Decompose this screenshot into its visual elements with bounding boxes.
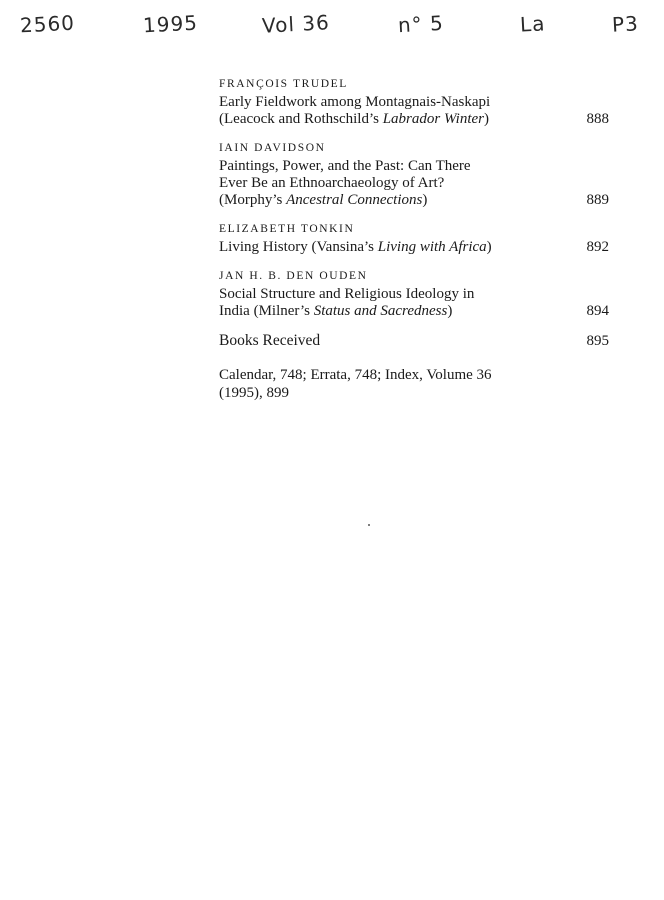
page-number: 895 <box>586 333 609 349</box>
books-received <box>219 332 609 350</box>
entry-title-line: (Leacock and Rothschild’s Labrador Winter) 888 <box>219 111 609 127</box>
page-number: 894 <box>586 303 609 319</box>
entry-title-line: (Morphy’s Ancestral Connections) 889 <box>219 192 609 208</box>
toc-entry <box>219 268 609 320</box>
entry-author: JAN H. B. DEN OUDEN <box>219 270 368 282</box>
books-received-label: Books Received <box>219 332 321 349</box>
entry-author: FRANÇOIS TRUDEL <box>219 78 348 90</box>
book-title: Living with Africa <box>377 239 487 255</box>
page-number: 888 <box>586 111 609 127</box>
toc-entry <box>219 140 609 209</box>
handwritten-note-5: La <box>519 11 547 37</box>
entry-title-line: Early Fieldwork among Montagnais-Naskapi <box>219 94 491 110</box>
entry-author: ELIZABETH TONKIN <box>219 223 355 235</box>
entry-title-line: Paintings, Power, and the Past: Can There <box>219 158 471 174</box>
handwritten-note-1: 2560 <box>19 10 76 38</box>
entry-title-line: Social Structure and Religious Ideology in <box>219 286 475 302</box>
entry-title-line: Living History (Vansina’s Living with Africa) 892 <box>219 239 609 255</box>
misc-index-line: (1995), 899 <box>219 385 289 401</box>
handwritten-note-6: P3 <box>611 11 640 37</box>
table-of-contents <box>219 76 609 402</box>
page-number: 889 <box>586 192 609 208</box>
entry-author: IAIN DAVIDSON <box>219 142 326 154</box>
handwritten-note-4: n° 5 <box>397 10 445 38</box>
book-title: Labrador Winter <box>382 111 484 127</box>
book-title: Status and Sacredness <box>313 303 448 319</box>
handwritten-note-2: 1995 <box>142 10 199 38</box>
misc-index-line: Calendar, 748; Errata, 748; Index, Volume 36 <box>219 367 492 383</box>
handwritten-note-3: Vol 36 <box>261 10 331 38</box>
entry-title-line: India (Milner’s Status and Sacredness) 894 <box>219 303 609 319</box>
book-title: Ancestral Connections <box>286 192 423 208</box>
toc-entry <box>219 76 609 128</box>
toc-entry <box>219 221 609 256</box>
entry-title-line: Ever Be an Ethnoarchaeology of Art? <box>219 175 445 191</box>
scan-speck <box>368 524 370 526</box>
page-number: 892 <box>586 239 609 255</box>
